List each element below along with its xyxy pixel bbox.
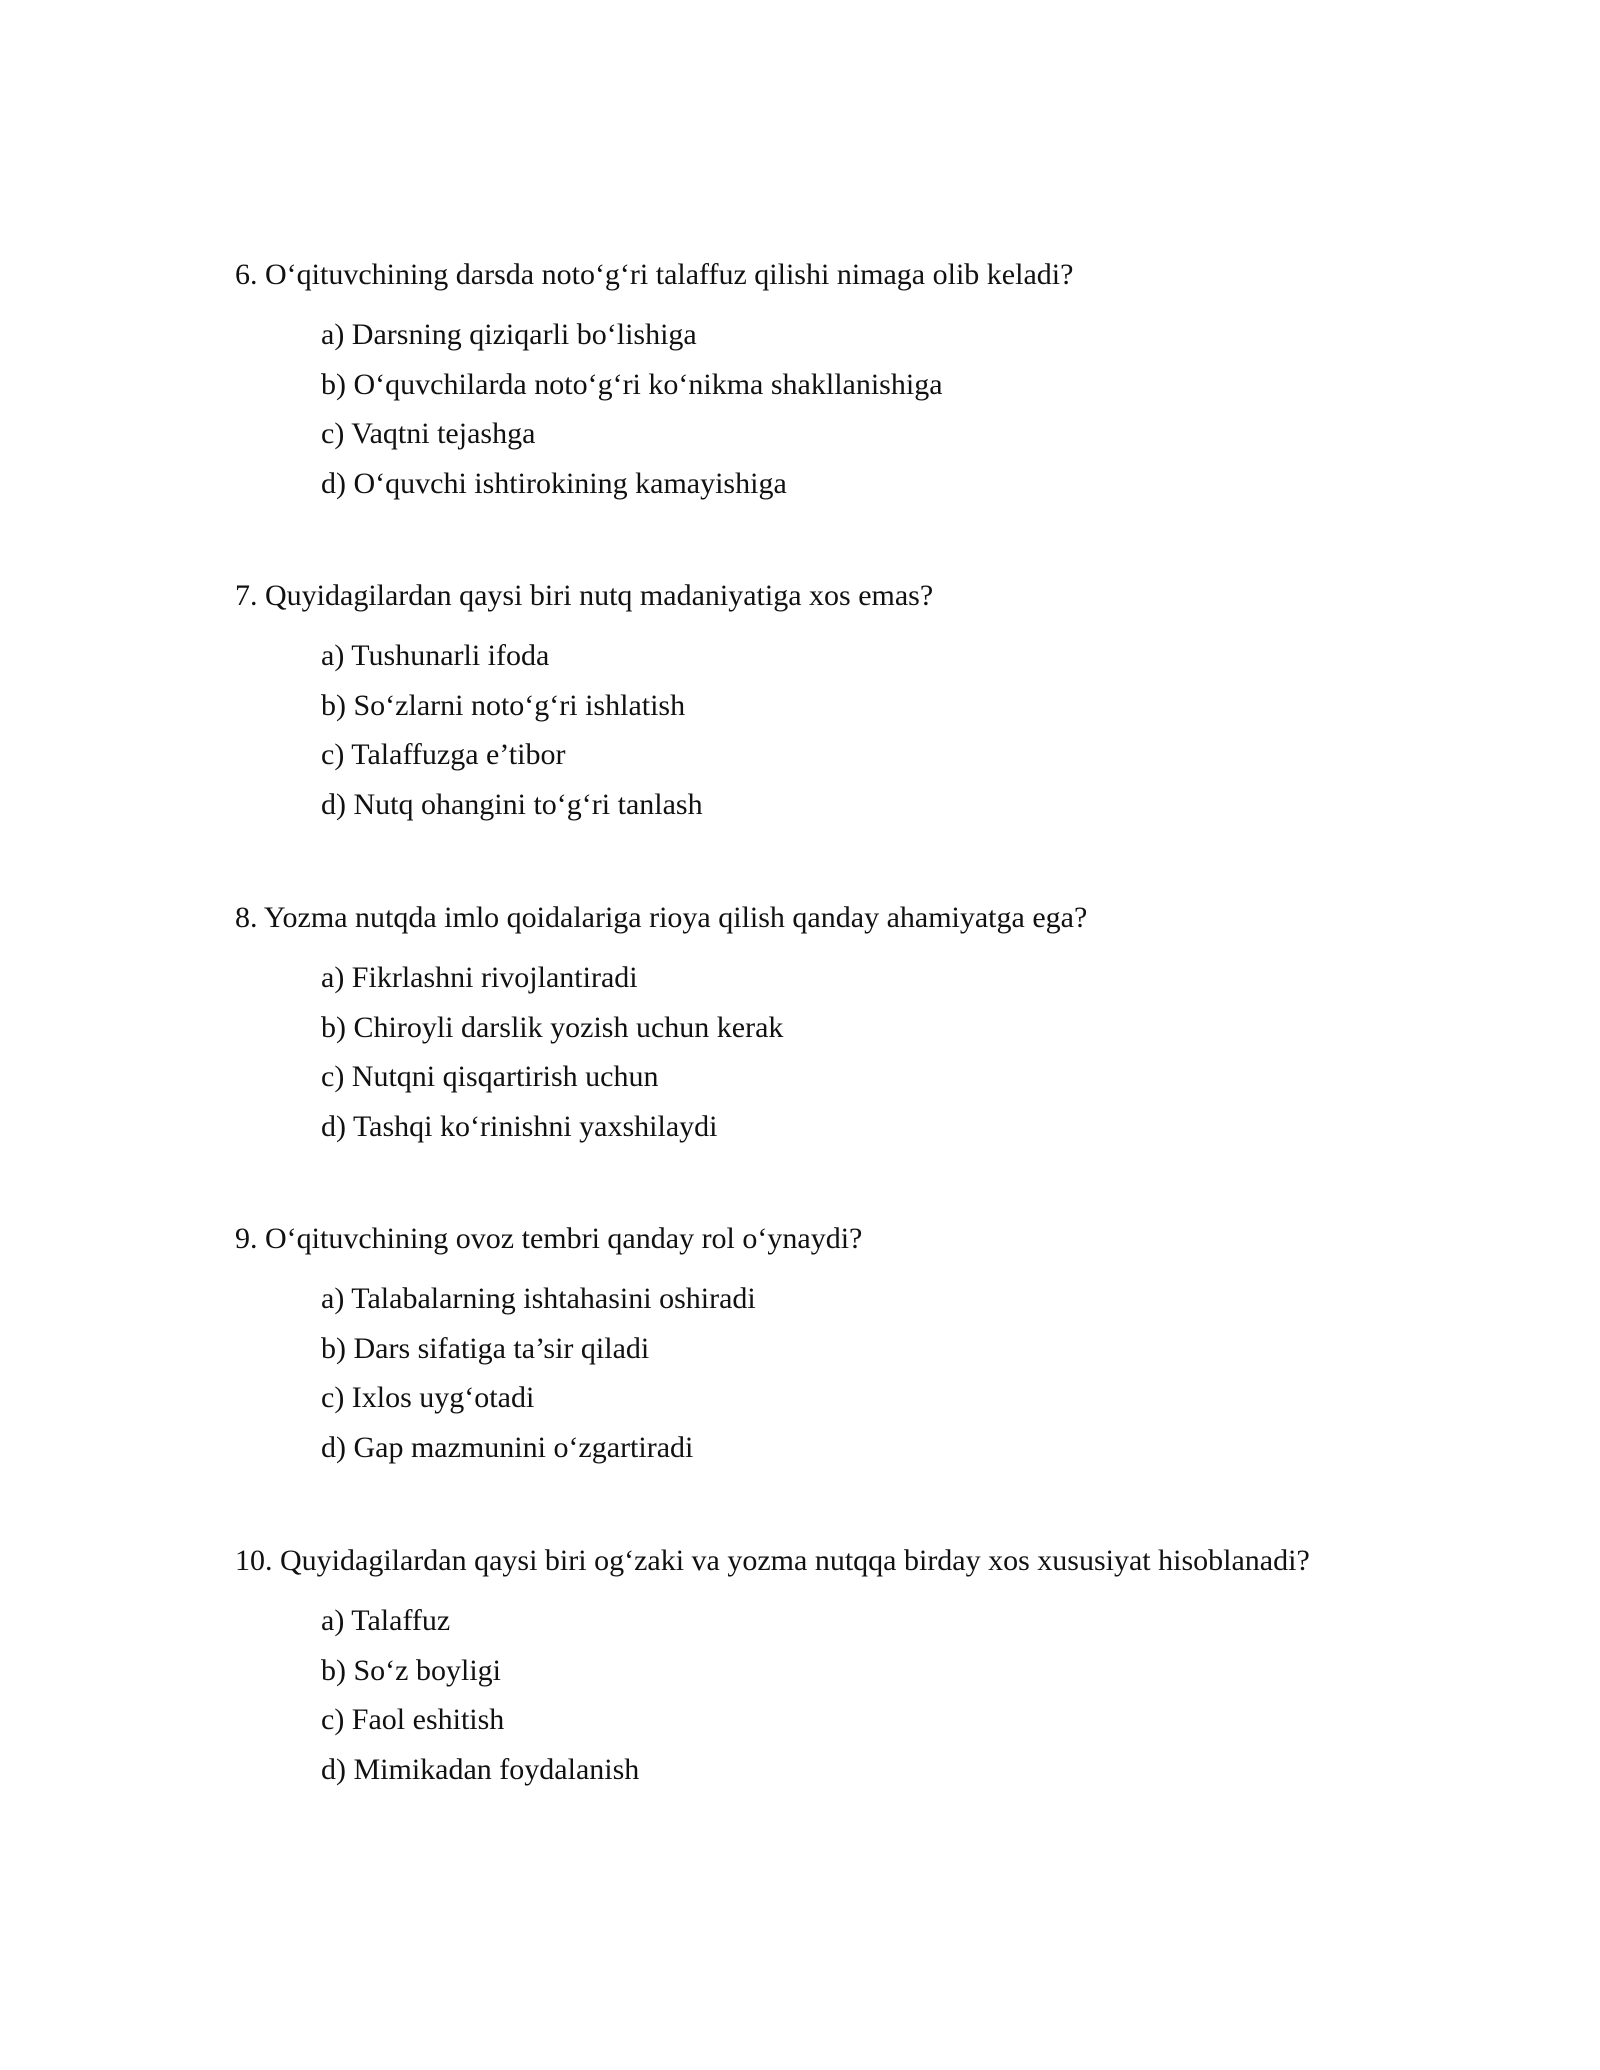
option-a: a) Fikrlashni rivojlantiradi [321,961,638,994]
option-c: c) Talaffuzga e’tibor [321,738,566,771]
answer-options [321,631,1535,829]
question-text: 6. O‘qituvchining darsda noto‘g‘ri talaffuz qilishi nimaga olib keladi? [235,258,1074,291]
question-text: 8. Yozma nutqda imlo qoidalariga rioya qilish qanday ahamiyatga ega? [235,901,1088,934]
answer-options [321,953,1535,1151]
answer-options [321,1596,1535,1794]
answer-options [321,310,1535,508]
option-b: b) Chiroyli darslik yozish uchun kerak [321,1010,784,1044]
option-c: c) Nutqni qisqartirish uchun [321,1060,659,1093]
option-a: a) Talabalarning ishtahasini oshiradi [321,1282,756,1315]
option-c: c) Vaqtni tejashga [321,417,536,450]
question-7 [235,575,1535,829]
option-b: b) So‘zlarni noto‘g‘ri ishlatish [321,688,686,722]
question-9 [235,1218,1535,1472]
option-d: d) Gap mazmunini o‘zgartiradi [321,1430,694,1464]
question-6 [235,254,1535,508]
option-a: a) Tushunarli ifoda [321,639,550,672]
option-d: d) Nutq ohangini to‘g‘ri tanlash [321,787,703,821]
question-8 [235,897,1535,1151]
option-b: b) O‘quvchilarda noto‘g‘ri ko‘nikma shakllanishiga [321,367,943,401]
option-b: b) Dars sifatiga ta’sir qiladi [321,1331,650,1365]
option-d: d) Tashqi ko‘rinishni yaxshilaydi [321,1109,718,1143]
option-a: a) Talaffuz [321,1604,451,1637]
option-d: d) O‘quvchi ishtirokining kamayishiga [321,466,787,500]
option-c: c) Ixlos uyg‘otadi [321,1381,535,1414]
option-d: d) Mimikadan foydalanish [321,1752,640,1786]
option-c: c) Faol eshitish [321,1703,505,1736]
question-10 [235,1540,1535,1794]
question-text: 7. Quyidagilardan qaysi biri nutq madaniyatiga xos emas? [235,579,934,612]
option-b: b) So‘z boyligi [321,1653,501,1687]
option-a: a) Darsning qiziqarli bo‘lishiga [321,318,697,351]
answer-options [321,1274,1535,1472]
question-text: 10. Quyidagilardan qaysi biri og‘zaki va yozma nutqqa birday xos xususiyat hisoblanadi? [235,1544,1310,1577]
question-text: 9. O‘qituvchining ovoz tembri qanday rol o‘ynaydi? [235,1222,863,1255]
